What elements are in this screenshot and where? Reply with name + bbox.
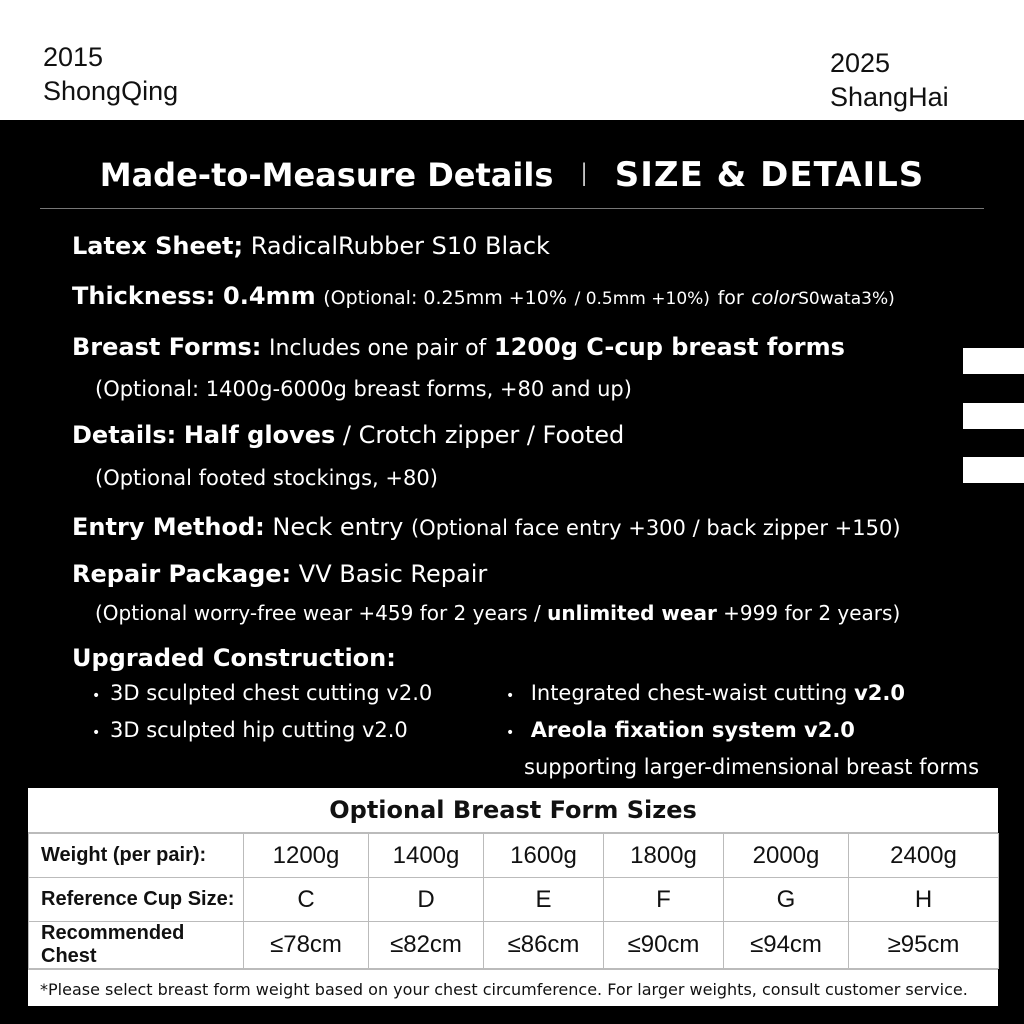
construction-left-list [92, 676, 432, 750]
repair-package-line [72, 557, 487, 591]
table-row [29, 878, 999, 922]
row-head-cup: Reference Cup Size: [29, 878, 244, 922]
construction-right-1-bold: v2.0 [854, 681, 905, 705]
top-band [0, 0, 1024, 120]
table-cell: 1600g [484, 834, 604, 878]
table-cell: ≤90cm [604, 922, 724, 969]
size-table [28, 788, 998, 1006]
list-item: • 3D sculpted chest cutting v2.0 [92, 676, 432, 713]
row-head-chest: Recommended Chest [29, 922, 244, 969]
repair-value: VV Basic Repair [298, 560, 488, 588]
construction-heading [72, 641, 396, 675]
current-block [830, 46, 949, 114]
origin-block [43, 40, 178, 108]
details-bold: Half gloves [183, 421, 336, 449]
origin-city: ShongQing [43, 76, 179, 106]
table-cell: ≤82cm [369, 922, 484, 969]
latex-label: Latex Sheet; [72, 232, 244, 260]
table-cell: 2000g [724, 834, 849, 878]
current-city: ShangHai [830, 82, 949, 112]
table-cell: H [849, 878, 999, 922]
table-cell: 1200g [244, 834, 369, 878]
thickness-color-tail: S0wata3%) [798, 289, 895, 309]
entry-optional: (Optional face entry +300 / back zipper +150) [410, 516, 901, 540]
repair-label: Repair Package: [72, 560, 292, 588]
table-cell: ≥95cm [849, 922, 999, 969]
table-cell: C [244, 878, 369, 922]
breast-label: Breast Forms: [72, 333, 262, 361]
table-footnote: *Please select breast form weight based on your chest circumference. For larger weights, consult customer service. [28, 969, 998, 1010]
side-bar-top [963, 348, 1024, 374]
thickness-optional-2: / 0.5mm +10%) [574, 289, 710, 309]
size-grid [28, 833, 999, 969]
thickness-value: 0.4mm [223, 282, 316, 310]
breast-bold: 1200g C-cup breast forms [493, 333, 845, 361]
repair-optional-line [95, 596, 900, 630]
table-row [29, 922, 999, 969]
table-cell: ≤78cm [244, 922, 369, 969]
table-cell: F [604, 878, 724, 922]
thickness-optional: (Optional: 0.25mm +10% [323, 287, 567, 309]
breast-forms-line [72, 330, 845, 366]
entry-label: Entry Method: [72, 513, 265, 541]
table-cell: 2400g [849, 834, 999, 878]
thickness-color-word: color [751, 287, 799, 309]
table-cell: G [724, 878, 849, 922]
repair-sub-a: (Optional worry-free wear +459 for 2 years / [95, 601, 541, 625]
row-head-weight: Weight (per pair): [29, 834, 244, 878]
construction-right-2-sub: supporting larger-dimensional breast forms [524, 755, 980, 779]
table-row [29, 834, 999, 878]
table-cell: 1400g [369, 834, 484, 878]
title-left: Made-to-Measure Details [99, 156, 554, 194]
breast-optional-line: (Optional: 1400g-6000g breast forms, +80 and up) [95, 377, 632, 401]
breast-text: Includes one pair of [269, 336, 487, 361]
table-cell: E [484, 878, 604, 922]
table-title: Optional Breast Form Sizes [28, 788, 998, 833]
list-item [506, 676, 979, 713]
latex-value: RadicalRubber S10 Black [250, 232, 550, 260]
details-text: / Crotch zipper / Footed [342, 421, 625, 449]
table-cell: ≤94cm [724, 922, 849, 969]
thickness-color-prefix: for [717, 287, 744, 309]
construction-right-1-text: Integrated chest-waist cutting [530, 681, 848, 705]
repair-sub-bold: unlimited wear [547, 601, 717, 625]
page-title [40, 150, 984, 200]
details-optional-line: (Optional footed stockings, +80) [95, 466, 438, 490]
header-divider [40, 208, 984, 209]
current-year: 2025 [830, 48, 891, 78]
list-item [506, 713, 979, 750]
table-cell: ≤86cm [484, 922, 604, 969]
entry-method-line [72, 510, 901, 545]
table-cell: 1800g [604, 834, 724, 878]
repair-sub-b: +999 for 2 years) [723, 601, 901, 625]
details-line [72, 418, 624, 452]
origin-year: 2015 [43, 42, 104, 72]
latex-sheet-line [72, 229, 550, 263]
title-separator: I [579, 156, 589, 194]
construction-right-list [506, 676, 979, 784]
table-cell: D [369, 878, 484, 922]
side-bar-middle [963, 403, 1024, 429]
thickness-label: Thickness: [72, 282, 216, 310]
construction-right-2-bold: Areola fixation system v2.0 [530, 718, 855, 742]
details-label: Details: [72, 421, 177, 449]
entry-value: Neck entry [272, 513, 404, 541]
construction-label: Upgraded Construction: [72, 644, 396, 672]
list-item: • 3D sculpted hip cutting v2.0 [92, 713, 432, 750]
thickness-line [72, 279, 895, 316]
title-right: SIZE & DETAILS [614, 155, 925, 195]
side-bar-bottom [963, 457, 1024, 483]
